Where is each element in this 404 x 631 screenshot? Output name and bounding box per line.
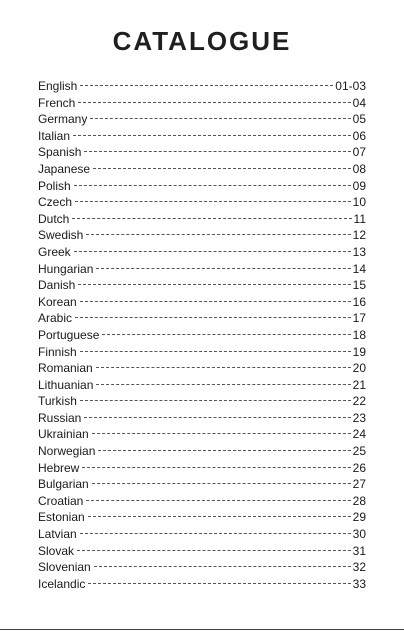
toc-entry[interactable] xyxy=(38,426,366,443)
toc-language-label: Arabic xyxy=(38,311,73,326)
toc-language-label: Turkish xyxy=(38,394,77,409)
toc-page-number: 10 xyxy=(352,195,366,210)
toc-leader-dashes xyxy=(92,483,351,484)
toc-leader-dashes xyxy=(94,566,351,567)
toc-entry[interactable] xyxy=(38,261,366,278)
table-of-contents xyxy=(38,78,366,592)
toc-leader-dashes xyxy=(86,234,350,235)
toc-leader-dashes xyxy=(82,467,350,468)
toc-entry[interactable] xyxy=(38,543,366,560)
toc-page-number: 30 xyxy=(352,527,366,542)
toc-entry[interactable] xyxy=(38,244,366,261)
toc-leader-dashes xyxy=(96,384,350,385)
toc-page-number: 31 xyxy=(352,543,366,558)
toc-entry[interactable] xyxy=(38,78,366,95)
toc-language-label: Danish xyxy=(38,278,76,293)
toc-language-label: Finnish xyxy=(38,344,77,359)
toc-language-label: Germany xyxy=(38,112,88,127)
toc-leader-dashes xyxy=(93,168,351,169)
toc-language-label: Portuguese xyxy=(38,327,100,342)
toc-leader-dashes xyxy=(98,450,350,451)
toc-page-number: 06 xyxy=(352,128,366,143)
toc-entry[interactable] xyxy=(38,443,366,460)
toc-page-number: 11 xyxy=(353,211,366,226)
toc-language-label: Swedish xyxy=(38,228,84,243)
toc-entry[interactable] xyxy=(38,460,366,477)
toc-language-label: Greek xyxy=(38,244,71,259)
toc-entry[interactable] xyxy=(38,393,366,410)
toc-page-number: 24 xyxy=(352,427,366,442)
toc-entry[interactable] xyxy=(38,410,366,427)
toc-page-number: 08 xyxy=(352,161,366,176)
toc-language-label: Icelandic xyxy=(38,576,86,591)
toc-page-number: 07 xyxy=(352,145,366,160)
toc-leader-dashes xyxy=(86,500,350,501)
toc-page-number: 13 xyxy=(352,244,366,259)
toc-leader-dashes xyxy=(80,533,351,534)
toc-entry[interactable] xyxy=(38,227,366,244)
toc-entry[interactable] xyxy=(38,509,366,526)
toc-leader-dashes xyxy=(80,85,333,86)
toc-entry[interactable] xyxy=(38,277,366,294)
toc-language-label: Spanish xyxy=(38,145,82,160)
toc-language-label: Estonian xyxy=(38,510,85,525)
toc-leader-dashes xyxy=(88,516,351,517)
toc-entry[interactable] xyxy=(38,178,366,195)
toc-language-label: Bulgarian xyxy=(38,477,89,492)
toc-entry[interactable] xyxy=(38,144,366,161)
toc-leader-dashes xyxy=(73,135,351,136)
toc-language-label: Czech xyxy=(38,195,73,210)
toc-entry[interactable] xyxy=(38,310,366,327)
toc-leader-dashes xyxy=(75,201,351,202)
toc-page-number: 04 xyxy=(352,95,366,110)
toc-leader-dashes xyxy=(102,334,350,335)
toc-language-label: Ukrainian xyxy=(38,427,89,442)
toc-language-label: Hungarian xyxy=(38,261,94,276)
toc-page-number: 05 xyxy=(352,112,366,127)
toc-page-number: 16 xyxy=(352,294,366,309)
toc-entry[interactable] xyxy=(38,576,366,593)
toc-language-label: English xyxy=(38,79,78,93)
toc-entry[interactable] xyxy=(38,111,366,128)
toc-page-number: 29 xyxy=(352,510,366,525)
toc-entry[interactable] xyxy=(38,128,366,145)
toc-leader-dashes xyxy=(72,218,351,219)
toc-language-label: Romanian xyxy=(38,361,93,376)
toc-language-label: Hebrew xyxy=(38,460,80,475)
toc-language-label: Korean xyxy=(38,294,77,309)
toc-page-number: 25 xyxy=(352,444,366,459)
toc-leader-dashes xyxy=(84,151,350,152)
toc-entry[interactable] xyxy=(38,526,366,543)
toc-page-number: 15 xyxy=(352,278,366,293)
toc-leader-dashes xyxy=(78,102,350,103)
toc-leader-dashes xyxy=(88,583,350,584)
toc-leader-dashes xyxy=(75,317,351,318)
toc-leader-dashes xyxy=(90,118,350,119)
toc-language-label: Croatian xyxy=(38,493,84,508)
toc-leader-dashes xyxy=(74,251,351,252)
toc-page-number: 20 xyxy=(352,361,366,376)
toc-page-number: 23 xyxy=(352,410,366,425)
toc-leader-dashes xyxy=(77,550,351,551)
toc-language-label: Japanese xyxy=(38,161,91,176)
toc-entry[interactable] xyxy=(38,360,366,377)
toc-entry[interactable] xyxy=(38,211,366,228)
toc-language-label: Norwegian xyxy=(38,444,96,459)
toc-leader-dashes xyxy=(74,185,351,186)
toc-page-number: 33 xyxy=(352,576,366,591)
toc-language-label: Slovak xyxy=(38,543,75,558)
toc-entry[interactable] xyxy=(38,377,366,394)
toc-leader-dashes xyxy=(80,400,351,401)
toc-leader-dashes xyxy=(80,301,351,302)
toc-page-number: 01-03 xyxy=(335,79,366,93)
toc-leader-dashes xyxy=(78,284,350,285)
toc-page-number: 27 xyxy=(352,477,366,492)
toc-page-number: 17 xyxy=(352,311,366,326)
toc-entry[interactable] xyxy=(38,476,366,493)
toc-language-label: Polish xyxy=(38,178,71,193)
toc-entry[interactable] xyxy=(38,493,366,510)
toc-page-number: 19 xyxy=(352,344,366,359)
toc-entry[interactable] xyxy=(38,344,366,361)
toc-page-number: 12 xyxy=(352,228,366,243)
toc-page-number: 09 xyxy=(352,178,366,193)
toc-language-label: Italian xyxy=(38,128,71,143)
toc-language-label: French xyxy=(38,95,76,110)
toc-entry[interactable] xyxy=(38,559,366,576)
toc-leader-dashes xyxy=(92,433,351,434)
toc-page-number: 26 xyxy=(352,460,366,475)
toc-leader-dashes xyxy=(84,417,350,418)
toc-language-label: Latvian xyxy=(38,527,77,542)
toc-page-number: 21 xyxy=(352,377,366,392)
bottom-divider xyxy=(0,629,404,630)
toc-entry[interactable] xyxy=(38,327,366,344)
toc-page-number: 32 xyxy=(352,560,366,575)
toc-entry[interactable] xyxy=(38,95,366,112)
toc-page-number: 18 xyxy=(352,327,366,342)
page-title: CATALOGUE xyxy=(112,26,292,56)
toc-entry[interactable] xyxy=(38,161,366,178)
toc-entry[interactable] xyxy=(38,294,366,311)
toc-leader-dashes xyxy=(80,351,351,352)
toc-entry[interactable] xyxy=(38,194,366,211)
toc-language-label: Lithuanian xyxy=(38,377,94,392)
toc-page-number: 28 xyxy=(352,493,366,508)
toc-page-number: 22 xyxy=(352,394,366,409)
toc-language-label: Slovenian xyxy=(38,560,91,575)
toc-leader-dashes xyxy=(96,367,351,368)
toc-leader-dashes xyxy=(96,268,350,269)
toc-language-label: Dutch xyxy=(38,211,70,226)
toc-language-label: Russian xyxy=(38,410,82,425)
toc-page-number: 14 xyxy=(352,261,366,276)
